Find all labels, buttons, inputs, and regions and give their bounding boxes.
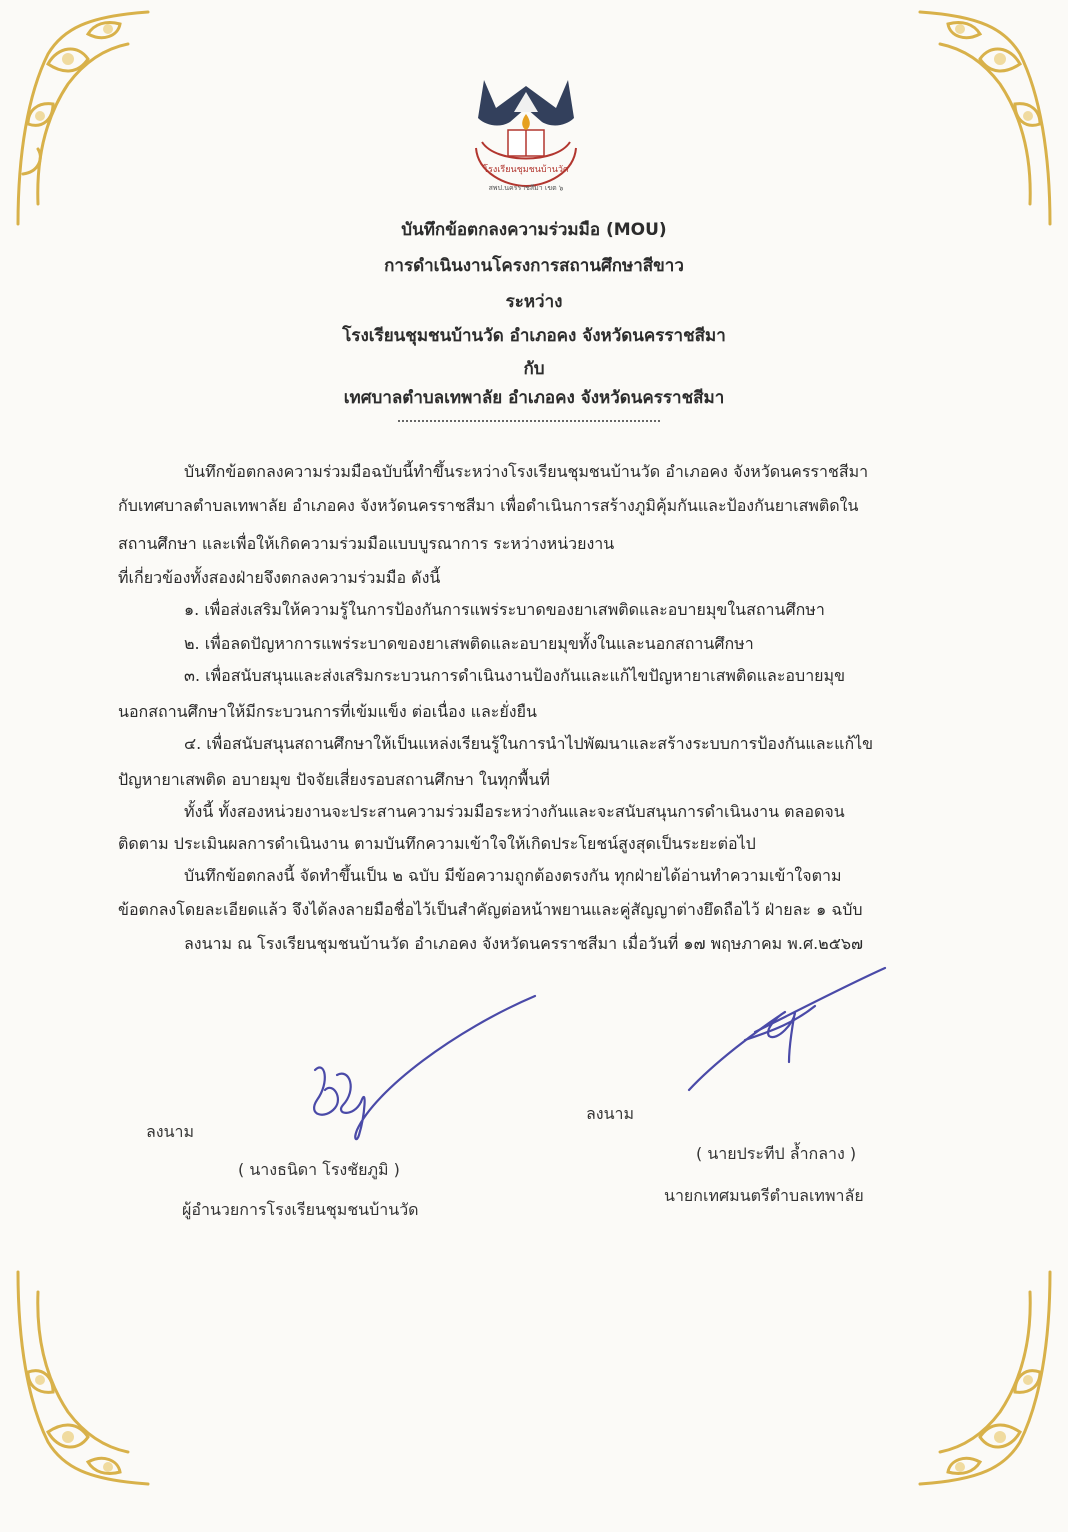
corner-ornament-icon xyxy=(910,1262,1060,1492)
signature-left-icon xyxy=(295,990,545,1160)
signing-place-date: ลงนาม ณ โรงเรียนชุมชนบ้านวัด อำเภอคง จังหวัดนครราชสีมา เมื่อวันที่ ๑๗ พฤษภาคม พ.ศ.๒๕๖๗ xyxy=(184,934,864,953)
body-line: ที่เกี่ยวข้องทั้งสองฝ่ายจึงตกลงความร่วมมือ ดังนี้ xyxy=(118,568,441,587)
corner-ornament-icon xyxy=(910,4,1060,234)
signature-right-icon xyxy=(685,962,895,1102)
list-item: ๔. เพื่อสนับสนุนสถานศึกษาให้เป็นแหล่งเรียนรู้ในการนำไปพัฒนาและสร้างระบบการป้องกันและแก้ไข xyxy=(184,734,874,753)
signature-label: ลงนาม xyxy=(586,1104,635,1123)
with-label: กับ xyxy=(523,359,545,379)
list-item: ๓. เพื่อสนับสนุนและส่งเสริมกระบวนการดำเนินงานป้องกันและแก้ไขปัญหายาเสพติดและอบายมุข xyxy=(184,666,846,685)
signature-label: ลงนาม xyxy=(146,1122,195,1141)
body-line: ข้อตกลงโดยละเอียดแล้ว จึงได้ลงลายมือชื่อไว้เป็นสำคัญต่อหน้าพยานและคู่สัญญาต่างยึดถือไว้ ฝ่ายละ ๑ ฉบับ xyxy=(118,900,863,919)
body-line: ติดตาม ประเมินผลการดำเนินงาน ตามบันทึกความเข้าใจให้เกิดประโยชน์สูงสุดเป็นระยะต่อไป xyxy=(118,834,756,853)
logo-text-bottom: สพป.นครราชสีมา เขต ๖ xyxy=(488,184,564,192)
signer-title: นายกเทศมนตรีตำบลเทพาลัย xyxy=(664,1186,864,1205)
party-two: เทศบาลตำบลเทพาลัย อำเภอคง จังหวัดนครราชสีมา xyxy=(343,388,725,408)
body-line: สถานศึกษา และเพื่อให้เกิดความร่วมมือแบบบูรณาการ ระหว่างหน่วยงาน xyxy=(118,534,615,553)
dotted-divider xyxy=(398,420,660,422)
body-line: บันทึกข้อตกลงนี้ จัดทำขึ้นเป็น ๒ ฉบับ มีข้อความถูกต้องตรงกัน ทุกฝ่ายได้อ่านทำความเข้าใจตาม xyxy=(184,866,842,885)
project-title: การดำเนินงานโครงการสถานศึกษาสีขาว xyxy=(384,256,684,276)
list-item: ๒. เพื่อลดปัญหาการแพร่ระบาดของยาเสพติดและอบายมุขทั้งในและนอกสถานศึกษา xyxy=(184,634,754,653)
logo-text-top: โรงเรียนชุมชนบ้านวัด xyxy=(483,165,569,175)
signer-name: ( นางธนิดา โรงชัยภูมิ ) xyxy=(238,1160,400,1179)
between-label: ระหว่าง xyxy=(505,292,563,312)
school-logo-icon xyxy=(456,78,596,193)
document-title: บันทึกข้อตกลงความร่วมมือ (MOU) xyxy=(401,220,667,240)
body-line: ทั้งนี้ ทั้งสองหน่วยงานจะประสานความร่วมมือระหว่างกันและจะสนับสนุนการดำเนินงาน ตลอดจน xyxy=(184,802,845,821)
body-line: บันทึกข้อตกลงความร่วมมือฉบับนี้ทำขึ้นระหว่างโรงเรียนชุมชนบ้านวัด อำเภอคง จังหวัดนครราชสีมา xyxy=(184,462,869,481)
list-item: ๑. เพื่อส่งเสริมให้ความรู้ในการป้องกันการแพร่ระบาดของยาเสพติดและอบายมุขในสถานศึกษา xyxy=(184,600,825,619)
body-line: ปัญหายาเสพติด อบายมุข ปัจจัยเสี่ยงรอบสถานศึกษา ในทุกพื้นที่ xyxy=(118,770,550,789)
corner-ornament-icon xyxy=(8,4,158,234)
signer-name: ( นายประทีป ล้ำกลาง ) xyxy=(696,1144,857,1163)
corner-ornament-icon xyxy=(8,1262,158,1492)
signer-title: ผู้อำนวยการโรงเรียนชุมชนบ้านวัด xyxy=(182,1200,419,1219)
body-line: นอกสถานศึกษาให้มีกระบวนการที่เข้มแข็ง ต่อเนื่อง และยั่งยืน xyxy=(118,702,537,721)
body-line: กับเทศบาลตำบลเทพาลัย อำเภอคง จังหวัดนครราชสีมา เพื่อดำเนินการสร้างภูมิคุ้มกันและป้องกันยาเสพติดใน xyxy=(118,496,859,515)
party-one: โรงเรียนชุมชนบ้านวัด อำเภอคง จังหวัดนครราชสีมา xyxy=(342,326,726,346)
